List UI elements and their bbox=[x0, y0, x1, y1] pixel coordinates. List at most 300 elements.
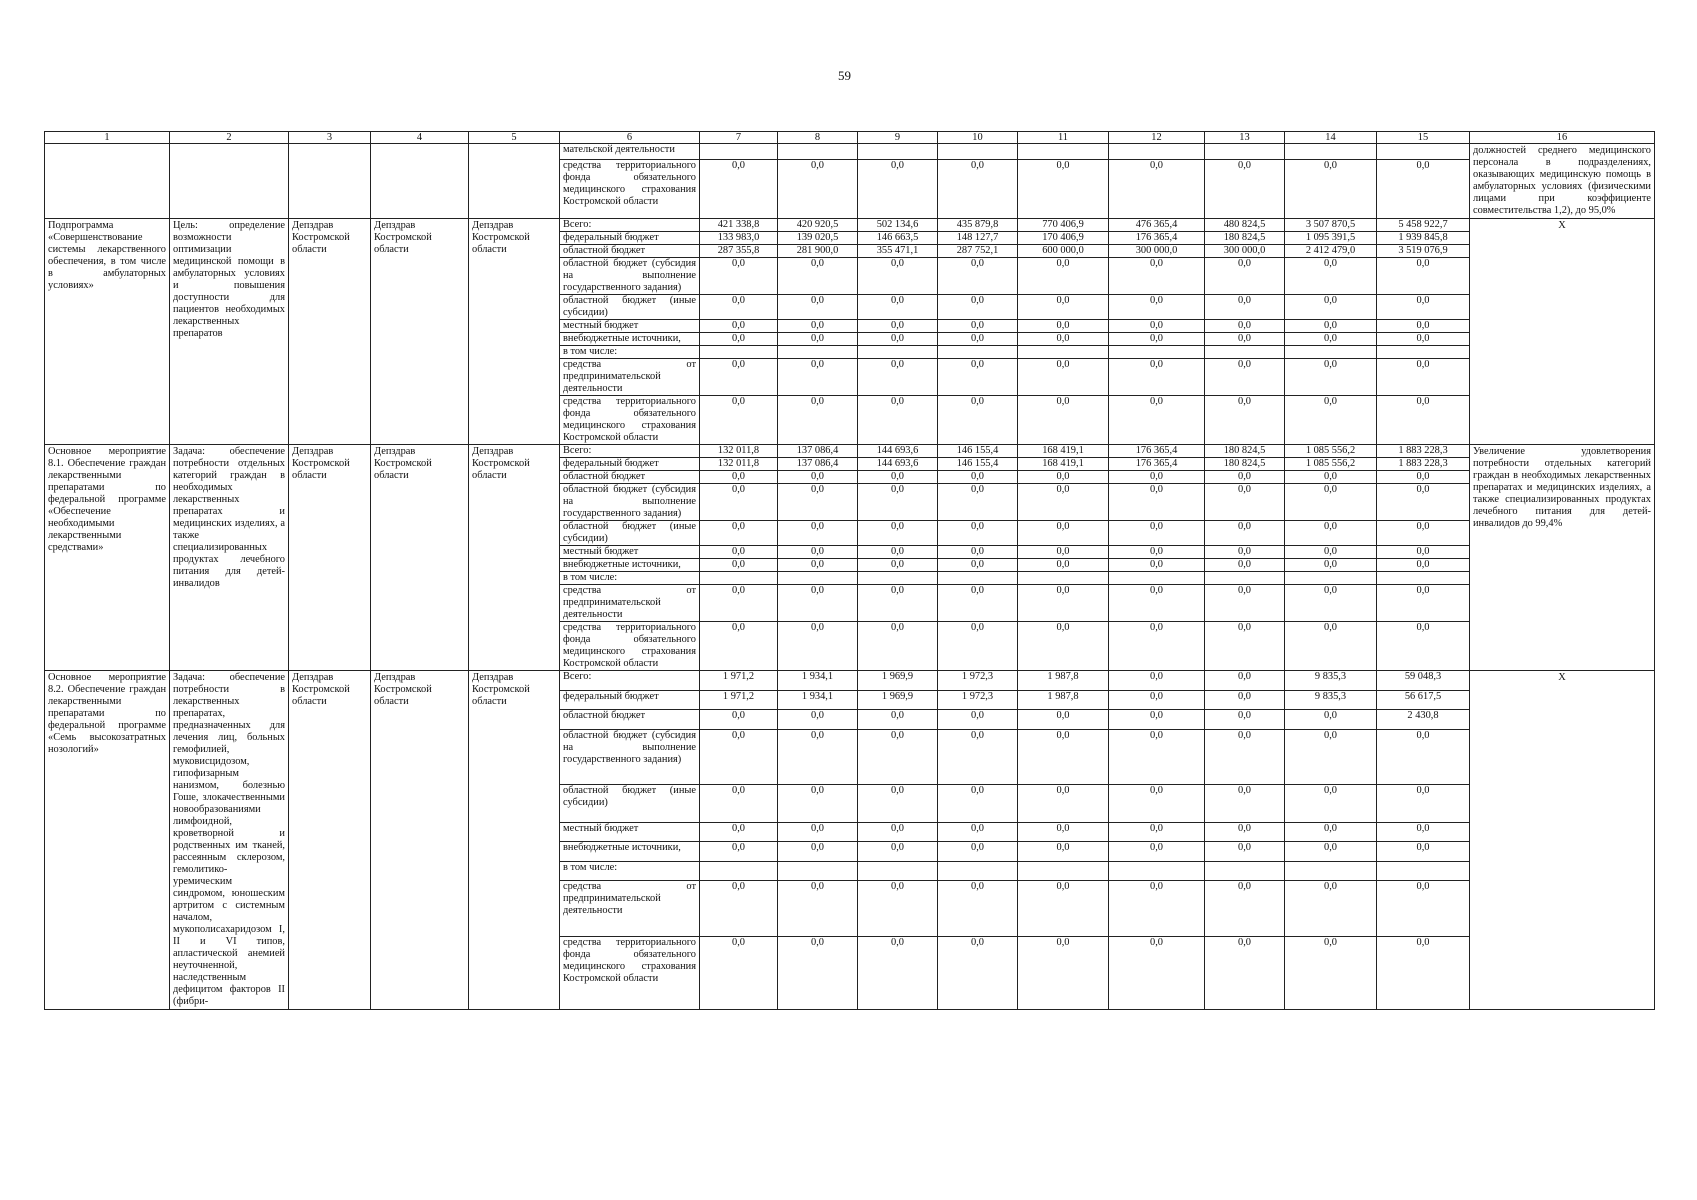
amount-cell: 0,0 bbox=[1285, 333, 1377, 346]
amount-cell: 0,0 bbox=[1018, 320, 1109, 333]
amount-cell: 0,0 bbox=[938, 622, 1018, 671]
amount-cell: 0,0 bbox=[938, 585, 1018, 622]
funding-source: внебюджетные источники, bbox=[560, 842, 700, 862]
amount-cell: 0,0 bbox=[700, 881, 778, 937]
amount-cell bbox=[1285, 144, 1377, 160]
column-number: 2 bbox=[170, 132, 289, 144]
participant: Депздрав Костромской области bbox=[469, 671, 560, 1010]
amount-cell: 1 972,3 bbox=[938, 690, 1018, 710]
amount-cell: 0,0 bbox=[1018, 333, 1109, 346]
amount-cell: 0,0 bbox=[938, 785, 1018, 823]
amount-cell: 148 127,7 bbox=[938, 232, 1018, 245]
amount-cell bbox=[700, 861, 778, 881]
funding-source: местный бюджет bbox=[560, 822, 700, 842]
amount-cell bbox=[1018, 346, 1109, 359]
amount-cell: 287 752,1 bbox=[938, 245, 1018, 258]
column-number: 3 bbox=[289, 132, 371, 144]
amount-cell: 0,0 bbox=[858, 333, 938, 346]
amount-cell: 0,0 bbox=[1018, 842, 1109, 862]
funding-source: Всего: bbox=[560, 219, 700, 232]
activity-goal: Задача: обеспечение потребности отдельных категорий граждан в необходимых лекарственных препаратах и медицинских изделиях, а также специализированных продуктах лечебного питания для детей-инвалидов bbox=[170, 445, 289, 671]
amount-cell: 0,0 bbox=[1109, 521, 1205, 546]
amount-cell: 0,0 bbox=[858, 258, 938, 295]
amount-cell: 0,0 bbox=[1285, 521, 1377, 546]
amount-cell: 59 048,3 bbox=[1377, 671, 1470, 691]
amount-cell: 0,0 bbox=[1285, 936, 1377, 1010]
amount-cell: 0,0 bbox=[1109, 559, 1205, 572]
amount-cell: 0,0 bbox=[1377, 320, 1470, 333]
amount-cell: 420 920,5 bbox=[778, 219, 858, 232]
column-number: 15 bbox=[1377, 132, 1470, 144]
co-executor: Депздрав Костромской области bbox=[371, 219, 469, 445]
amount-cell: 139 020,5 bbox=[778, 232, 858, 245]
amount-cell: 0,0 bbox=[1205, 822, 1285, 842]
block-row bbox=[45, 219, 1655, 232]
amount-cell: 0,0 bbox=[778, 622, 858, 671]
amount-cell bbox=[938, 144, 1018, 160]
amount-cell: 0,0 bbox=[700, 159, 778, 218]
amount-cell: 0,0 bbox=[1377, 471, 1470, 484]
amount-cell bbox=[1377, 346, 1470, 359]
column-number: 16 bbox=[1470, 132, 1655, 144]
amount-cell: 3 519 076,9 bbox=[1377, 245, 1470, 258]
continuation-row bbox=[45, 144, 1655, 160]
amount-cell: 0,0 bbox=[778, 359, 858, 396]
amount-cell bbox=[1109, 346, 1205, 359]
amount-cell bbox=[1205, 346, 1285, 359]
amount-cell: 0,0 bbox=[1018, 258, 1109, 295]
amount-cell bbox=[700, 572, 778, 585]
amount-cell: 0,0 bbox=[1377, 622, 1470, 671]
amount-cell bbox=[1018, 861, 1109, 881]
result-cell: Увеличение удовлетворения потребности отдельных категорий граждан в необходимых лекарственных препаратах и медицинских изделиях, а также специализированных продуктах лечебного питания для детей-инвалидов до 99,4% bbox=[1470, 445, 1655, 671]
amount-cell: 1 883 228,3 bbox=[1377, 445, 1470, 458]
column-number: 9 bbox=[858, 132, 938, 144]
amount-cell: 0,0 bbox=[778, 521, 858, 546]
amount-cell: 2 412 479,0 bbox=[1285, 245, 1377, 258]
amount-cell: 0,0 bbox=[1285, 471, 1377, 484]
amount-cell: 0,0 bbox=[778, 484, 858, 521]
amount-cell: 0,0 bbox=[1377, 258, 1470, 295]
amount-cell: 0,0 bbox=[1285, 729, 1377, 785]
label-cell bbox=[45, 144, 170, 219]
amount-cell: 0,0 bbox=[1109, 333, 1205, 346]
amount-cell bbox=[778, 861, 858, 881]
activity-goal: Цель: определение возможности оптимизации медицинской помощи в амбулаторных условиях и повышения доступности для пациентов необходимых лекарственных препаратов bbox=[170, 219, 289, 445]
amount-cell bbox=[938, 572, 1018, 585]
amount-cell: 0,0 bbox=[1018, 521, 1109, 546]
amount-cell bbox=[1109, 572, 1205, 585]
amount-cell: 144 693,6 bbox=[858, 445, 938, 458]
funding-source: в том числе: bbox=[560, 572, 700, 585]
amount-cell: 0,0 bbox=[1018, 936, 1109, 1010]
amount-cell: 0,0 bbox=[1377, 729, 1470, 785]
amount-cell: 0,0 bbox=[700, 359, 778, 396]
amount-cell: 0,0 bbox=[1377, 295, 1470, 320]
column-number: 8 bbox=[778, 132, 858, 144]
amount-cell: 180 824,5 bbox=[1205, 445, 1285, 458]
amount-cell: 0,0 bbox=[1285, 159, 1377, 218]
amount-cell: 0,0 bbox=[1285, 822, 1377, 842]
amount-cell: 355 471,1 bbox=[858, 245, 938, 258]
participant: Депздрав Костромской области bbox=[469, 445, 560, 671]
amount-cell bbox=[1018, 144, 1109, 160]
amount-cell: 0,0 bbox=[938, 484, 1018, 521]
funding-source: областной бюджет bbox=[560, 471, 700, 484]
amount-cell: 0,0 bbox=[1205, 690, 1285, 710]
column-number: 13 bbox=[1205, 132, 1285, 144]
amount-cell: 0,0 bbox=[858, 785, 938, 823]
amount-cell: 0,0 bbox=[1018, 785, 1109, 823]
amount-cell: 0,0 bbox=[700, 559, 778, 572]
amount-cell: 770 406,9 bbox=[1018, 219, 1109, 232]
column-number: 4 bbox=[371, 132, 469, 144]
amount-cell: 0,0 bbox=[1018, 822, 1109, 842]
amount-cell: 0,0 bbox=[1018, 622, 1109, 671]
amount-cell: 0,0 bbox=[1285, 484, 1377, 521]
column-number: 1 bbox=[45, 132, 170, 144]
amount-cell: 0,0 bbox=[778, 785, 858, 823]
amount-cell: 0,0 bbox=[1205, 396, 1285, 445]
funding-source: средства территориального фонда обязательного медицинского страхования Костромской области bbox=[560, 936, 700, 1010]
amount-cell: 0,0 bbox=[1285, 842, 1377, 862]
amount-cell bbox=[1377, 144, 1470, 160]
page-number: 59 bbox=[838, 68, 851, 83]
amount-cell: 0,0 bbox=[1205, 936, 1285, 1010]
amount-cell: 0,0 bbox=[1377, 159, 1470, 218]
amount-cell: 0,0 bbox=[1285, 622, 1377, 671]
amount-cell: 133 983,0 bbox=[700, 232, 778, 245]
amount-cell bbox=[1377, 861, 1470, 881]
amount-cell: 0,0 bbox=[700, 333, 778, 346]
amount-cell: 9 835,3 bbox=[1285, 671, 1377, 691]
responsible-executor: Депздрав Костромской области bbox=[289, 671, 371, 1010]
amount-cell: 0,0 bbox=[858, 359, 938, 396]
co-executor: Депздрав Костромской области bbox=[371, 445, 469, 671]
amount-cell: 0,0 bbox=[778, 295, 858, 320]
amount-cell: 0,0 bbox=[1109, 159, 1205, 218]
amount-cell: 0,0 bbox=[1205, 622, 1285, 671]
amount-cell: 0,0 bbox=[1285, 396, 1377, 445]
amount-cell bbox=[1109, 144, 1205, 160]
amount-cell: 0,0 bbox=[1205, 521, 1285, 546]
amount-cell bbox=[1205, 572, 1285, 585]
co-executor: Депздрав Костромской области bbox=[371, 671, 469, 1010]
amount-cell: 0,0 bbox=[1205, 842, 1285, 862]
amount-cell: 0,0 bbox=[1377, 842, 1470, 862]
amount-cell: 0,0 bbox=[1205, 559, 1285, 572]
activity-name: Основное мероприятие 8.2. Обеспечение граждан лекарственными препаратами по федеральной программе «Семь высокозатратных нозологий» bbox=[45, 671, 170, 1010]
amount-cell bbox=[938, 861, 1018, 881]
amount-cell: 1 987,8 bbox=[1018, 671, 1109, 691]
funding-source: внебюджетные источники, bbox=[560, 333, 700, 346]
amount-cell: 0,0 bbox=[1205, 710, 1285, 730]
amount-cell: 180 824,5 bbox=[1205, 232, 1285, 245]
amount-cell: 0,0 bbox=[858, 471, 938, 484]
amount-cell: 0,0 bbox=[1205, 484, 1285, 521]
amount-cell: 0,0 bbox=[1018, 710, 1109, 730]
amount-cell bbox=[1285, 572, 1377, 585]
amount-cell: 0,0 bbox=[1205, 671, 1285, 691]
amount-cell: 0,0 bbox=[1377, 396, 1470, 445]
amount-cell: 0,0 bbox=[1109, 585, 1205, 622]
amount-cell: 0,0 bbox=[1205, 546, 1285, 559]
amount-cell: 0,0 bbox=[700, 471, 778, 484]
amount-cell: 0,0 bbox=[1377, 785, 1470, 823]
column-number: 7 bbox=[700, 132, 778, 144]
amount-cell: 0,0 bbox=[1018, 471, 1109, 484]
participant-cell bbox=[469, 144, 560, 219]
amount-cell: 0,0 bbox=[858, 396, 938, 445]
amount-cell: 0,0 bbox=[938, 842, 1018, 862]
amount-cell: 0,0 bbox=[1018, 585, 1109, 622]
funding-source: внебюджетные источники, bbox=[560, 559, 700, 572]
funding-source: областной бюджет (субсидия на выполнение государственного задания) bbox=[560, 258, 700, 295]
amount-cell: 0,0 bbox=[1377, 546, 1470, 559]
amount-cell: 0,0 bbox=[938, 359, 1018, 396]
amount-cell: 0,0 bbox=[700, 396, 778, 445]
funding-source: областной бюджет bbox=[560, 245, 700, 258]
amount-cell bbox=[1205, 861, 1285, 881]
amount-cell: 476 365,4 bbox=[1109, 219, 1205, 232]
amount-cell: 0,0 bbox=[938, 258, 1018, 295]
funding-source: федеральный бюджет bbox=[560, 232, 700, 245]
amount-cell bbox=[700, 346, 778, 359]
amount-cell: 0,0 bbox=[700, 521, 778, 546]
amount-cell: 0,0 bbox=[1205, 258, 1285, 295]
amount-cell: 1 972,3 bbox=[938, 671, 1018, 691]
amount-cell: 0,0 bbox=[938, 546, 1018, 559]
amount-cell: 1 971,2 bbox=[700, 671, 778, 691]
amount-cell: 3 507 870,5 bbox=[1285, 219, 1377, 232]
amount-cell: 0,0 bbox=[1285, 881, 1377, 937]
amount-cell: 0,0 bbox=[858, 521, 938, 546]
amount-cell: 0,0 bbox=[1285, 546, 1377, 559]
amount-cell: 0,0 bbox=[858, 822, 938, 842]
amount-cell: 144 693,6 bbox=[858, 458, 938, 471]
amount-cell: 0,0 bbox=[700, 842, 778, 862]
amount-cell: 0,0 bbox=[1205, 359, 1285, 396]
amount-cell: 0,0 bbox=[858, 842, 938, 862]
amount-cell: 170 406,9 bbox=[1018, 232, 1109, 245]
amount-cell: 0,0 bbox=[700, 258, 778, 295]
funding-source: средства территориального фонда обязательного медицинского страхования Костромской области bbox=[560, 622, 700, 671]
amount-cell: 0,0 bbox=[778, 936, 858, 1010]
amount-cell: 0,0 bbox=[700, 936, 778, 1010]
amount-cell: 0,0 bbox=[1205, 785, 1285, 823]
amount-cell: 0,0 bbox=[1109, 785, 1205, 823]
amount-cell: 0,0 bbox=[1285, 359, 1377, 396]
amount-cell: 0,0 bbox=[938, 559, 1018, 572]
amount-cell bbox=[858, 861, 938, 881]
amount-cell: 0,0 bbox=[1377, 585, 1470, 622]
amount-cell: 1 971,2 bbox=[700, 690, 778, 710]
amount-cell: 0,0 bbox=[1205, 881, 1285, 937]
budget-table-container bbox=[44, 131, 1654, 1010]
amount-cell: 176 365,4 bbox=[1109, 445, 1205, 458]
column-number: 12 bbox=[1109, 132, 1205, 144]
amount-cell: 56 617,5 bbox=[1377, 690, 1470, 710]
amount-cell: 300 000,0 bbox=[1109, 245, 1205, 258]
amount-cell: 0,0 bbox=[1285, 559, 1377, 572]
amount-cell: 0,0 bbox=[1018, 295, 1109, 320]
amount-cell: 1 934,1 bbox=[778, 690, 858, 710]
amount-cell: 1 969,9 bbox=[858, 671, 938, 691]
amount-cell: 1 095 391,5 bbox=[1285, 232, 1377, 245]
amount-cell: 146 155,4 bbox=[938, 445, 1018, 458]
amount-cell: 435 879,8 bbox=[938, 219, 1018, 232]
table-body bbox=[45, 144, 1655, 1010]
amount-cell bbox=[778, 572, 858, 585]
amount-cell: 0,0 bbox=[778, 546, 858, 559]
amount-cell: 0,0 bbox=[1285, 585, 1377, 622]
amount-cell: 0,0 bbox=[1109, 258, 1205, 295]
amount-cell: 0,0 bbox=[938, 333, 1018, 346]
amount-cell: 0,0 bbox=[1109, 320, 1205, 333]
amount-cell: 0,0 bbox=[1205, 729, 1285, 785]
amount-cell: 1 883 228,3 bbox=[1377, 458, 1470, 471]
amount-cell: 0,0 bbox=[700, 785, 778, 823]
amount-cell: 0,0 bbox=[778, 822, 858, 842]
column-number: 11 bbox=[1018, 132, 1109, 144]
funding-source: федеральный бюджет bbox=[560, 458, 700, 471]
amount-cell: 168 419,1 bbox=[1018, 445, 1109, 458]
executor-cell bbox=[289, 144, 371, 219]
amount-cell bbox=[858, 572, 938, 585]
amount-cell: 0,0 bbox=[1285, 320, 1377, 333]
amount-cell: 0,0 bbox=[858, 559, 938, 572]
amount-cell: 0,0 bbox=[1109, 842, 1205, 862]
amount-cell: 0,0 bbox=[1018, 159, 1109, 218]
amount-cell: 0,0 bbox=[938, 471, 1018, 484]
budget-table bbox=[44, 131, 1655, 1010]
amount-cell: 480 824,5 bbox=[1205, 219, 1285, 232]
amount-cell: 0,0 bbox=[938, 729, 1018, 785]
amount-cell: 300 000,0 bbox=[1205, 245, 1285, 258]
amount-cell: 0,0 bbox=[938, 521, 1018, 546]
amount-cell: 0,0 bbox=[1377, 559, 1470, 572]
amount-cell: 0,0 bbox=[1377, 881, 1470, 937]
funding-source: областной бюджет (иные субсидии) bbox=[560, 295, 700, 320]
amount-cell: 0,0 bbox=[1205, 333, 1285, 346]
amount-cell: 0,0 bbox=[778, 320, 858, 333]
amount-cell: 0,0 bbox=[1109, 295, 1205, 320]
amount-cell: 0,0 bbox=[700, 546, 778, 559]
block-row bbox=[45, 445, 1655, 458]
amount-cell: 0,0 bbox=[938, 710, 1018, 730]
amount-cell: 0,0 bbox=[1377, 333, 1470, 346]
amount-cell: 0,0 bbox=[1377, 822, 1470, 842]
amount-cell: 1 939 845,8 bbox=[1377, 232, 1470, 245]
amount-cell bbox=[858, 144, 938, 160]
funding-source: федеральный бюджет bbox=[560, 690, 700, 710]
amount-cell: 0,0 bbox=[778, 396, 858, 445]
amount-cell: 0,0 bbox=[778, 471, 858, 484]
amount-cell: 0,0 bbox=[938, 320, 1018, 333]
responsible-executor: Депздрав Костромской области bbox=[289, 445, 371, 671]
amount-cell: 5 458 922,7 bbox=[1377, 219, 1470, 232]
funding-source: местный бюджет bbox=[560, 546, 700, 559]
amount-cell: 0,0 bbox=[778, 333, 858, 346]
column-number: 10 bbox=[938, 132, 1018, 144]
amount-cell: 0,0 bbox=[1285, 710, 1377, 730]
amount-cell: 502 134,6 bbox=[858, 219, 938, 232]
amount-cell: 132 011,8 bbox=[700, 445, 778, 458]
amount-cell bbox=[1377, 572, 1470, 585]
amount-cell: 137 086,4 bbox=[778, 458, 858, 471]
amount-cell bbox=[858, 346, 938, 359]
amount-cell: 0,0 bbox=[1205, 159, 1285, 218]
amount-cell: 0,0 bbox=[1285, 295, 1377, 320]
amount-cell: 0,0 bbox=[778, 881, 858, 937]
funding-source: областной бюджет bbox=[560, 710, 700, 730]
amount-cell: 0,0 bbox=[1109, 359, 1205, 396]
result-cell: должностей среднего медицинского персонала в подразделениях, оказывающих медицинскую помощь в амбулаторных условиях (физическими лицами при коэффициенте совместительства 1,2), до 95,0% bbox=[1470, 144, 1655, 219]
amount-cell: 176 365,4 bbox=[1109, 232, 1205, 245]
amount-cell bbox=[778, 144, 858, 160]
amount-cell: 0,0 bbox=[700, 295, 778, 320]
amount-cell: 0,0 bbox=[1377, 936, 1470, 1010]
funding-source: в том числе: bbox=[560, 346, 700, 359]
amount-cell: 0,0 bbox=[1377, 521, 1470, 546]
amount-cell: 0,0 bbox=[1285, 785, 1377, 823]
amount-cell: 0,0 bbox=[858, 936, 938, 1010]
amount-cell bbox=[1205, 144, 1285, 160]
amount-cell: 0,0 bbox=[938, 822, 1018, 842]
column-number: 5 bbox=[469, 132, 560, 144]
funding-source: Всего: bbox=[560, 445, 700, 458]
amount-cell: 0,0 bbox=[1018, 484, 1109, 521]
responsible-executor: Депздрав Костромской области bbox=[289, 219, 371, 445]
funding-source: местный бюджет bbox=[560, 320, 700, 333]
coexecutor-cell bbox=[371, 144, 469, 219]
table-header bbox=[45, 132, 1655, 144]
amount-cell: 0,0 bbox=[858, 881, 938, 937]
funding-source: областной бюджет (иные субсидии) bbox=[560, 785, 700, 823]
amount-cell: 0,0 bbox=[1205, 471, 1285, 484]
funding-source: средства территориального фонда обязательного медицинского страхования Костромской области bbox=[560, 159, 700, 218]
amount-cell bbox=[700, 144, 778, 160]
amount-cell: 0,0 bbox=[700, 320, 778, 333]
amount-cell: 0,0 bbox=[1018, 546, 1109, 559]
amount-cell: 176 365,4 bbox=[1109, 458, 1205, 471]
amount-cell: 0,0 bbox=[778, 710, 858, 730]
amount-cell: 0,0 bbox=[858, 546, 938, 559]
amount-cell bbox=[938, 346, 1018, 359]
amount-cell: 137 086,4 bbox=[778, 445, 858, 458]
amount-cell: 0,0 bbox=[1109, 729, 1205, 785]
amount-cell: 168 419,1 bbox=[1018, 458, 1109, 471]
amount-cell: 0,0 bbox=[858, 320, 938, 333]
amount-cell: 0,0 bbox=[938, 396, 1018, 445]
amount-cell bbox=[1285, 346, 1377, 359]
amount-cell bbox=[1018, 572, 1109, 585]
amount-cell: 0,0 bbox=[1109, 710, 1205, 730]
amount-cell: 180 824,5 bbox=[1205, 458, 1285, 471]
amount-cell: 0,0 bbox=[858, 295, 938, 320]
funding-source: мательской деятельности bbox=[560, 144, 700, 160]
funding-source: Всего: bbox=[560, 671, 700, 691]
amount-cell: 0,0 bbox=[700, 729, 778, 785]
amount-cell: 0,0 bbox=[700, 710, 778, 730]
amount-cell: 0,0 bbox=[938, 881, 1018, 937]
amount-cell: 0,0 bbox=[1285, 258, 1377, 295]
amount-cell: 0,0 bbox=[858, 710, 938, 730]
amount-cell: 0,0 bbox=[1109, 881, 1205, 937]
amount-cell: 0,0 bbox=[1109, 484, 1205, 521]
funding-source: средства от предпринимательской деятельности bbox=[560, 585, 700, 622]
amount-cell: 0,0 bbox=[858, 484, 938, 521]
